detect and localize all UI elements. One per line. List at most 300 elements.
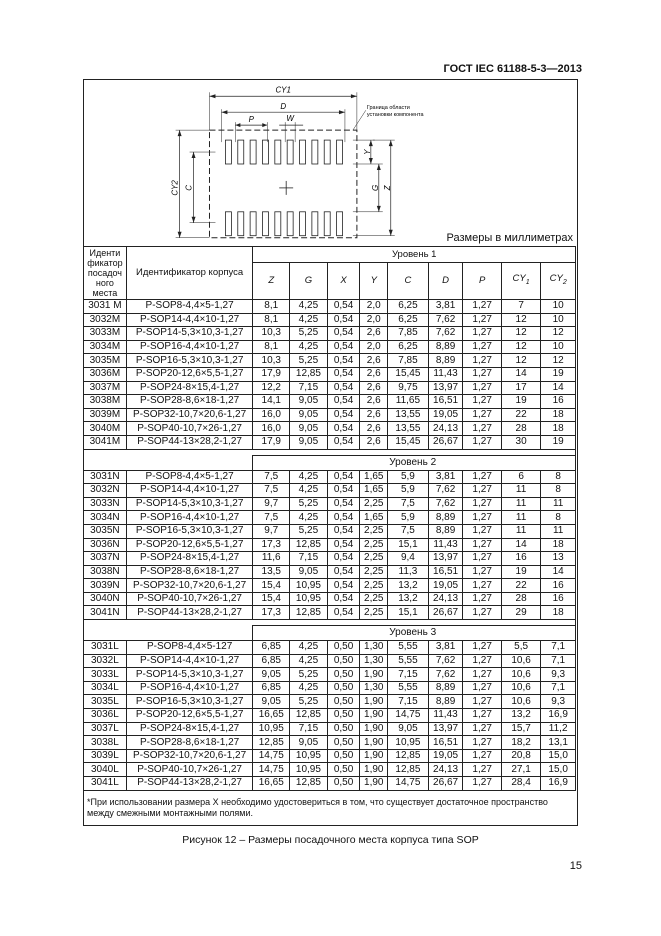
value-cell: 14 xyxy=(541,565,576,579)
value-cell: 0,50 xyxy=(327,668,360,682)
pad-row-bottom xyxy=(225,212,342,236)
value-cell: 0,54 xyxy=(327,538,360,552)
value-cell: 10,95 xyxy=(290,749,328,763)
value-cell: 7,15 xyxy=(388,668,429,682)
value-cell: 19 xyxy=(541,367,576,381)
value-cell: 19,05 xyxy=(428,408,463,422)
land-pad xyxy=(287,140,293,164)
footprint-drawing xyxy=(84,80,577,245)
value-cell: 18,2 xyxy=(501,736,540,750)
value-cell: 2,6 xyxy=(360,367,388,381)
value-cell: 12 xyxy=(501,327,540,341)
value-cell: 7,62 xyxy=(428,484,463,498)
value-cell: 14 xyxy=(541,381,576,395)
value-cell: 5,9 xyxy=(388,484,429,498)
value-cell: 15,45 xyxy=(388,367,429,381)
value-cell: 16,65 xyxy=(253,709,290,723)
value-cell: 9,05 xyxy=(290,565,328,579)
value-cell: 0,54 xyxy=(327,592,360,606)
value-cell: 2,25 xyxy=(360,538,388,552)
value-cell: 8 xyxy=(541,484,576,498)
value-cell: 1,27 xyxy=(463,552,501,566)
value-cell: 1,27 xyxy=(463,313,501,327)
value-cell: 7,5 xyxy=(388,497,429,511)
footprint-id-cell: 3040M xyxy=(84,422,127,436)
value-cell: 1,27 xyxy=(463,668,501,682)
footprint-id-cell: 3031N xyxy=(84,470,127,484)
value-cell: 7,62 xyxy=(428,313,463,327)
value-cell: 11 xyxy=(501,484,540,498)
land-pad xyxy=(225,212,231,236)
value-cell: 8,89 xyxy=(428,524,463,538)
land-pad xyxy=(275,140,281,164)
value-cell: 0,54 xyxy=(327,313,360,327)
table-row xyxy=(84,552,576,566)
value-cell: 26,67 xyxy=(428,777,463,791)
column-header: X xyxy=(327,263,360,300)
value-cell: 7,1 xyxy=(541,641,576,655)
value-cell: 0,50 xyxy=(327,777,360,791)
value-cell: 13,55 xyxy=(388,408,429,422)
value-cell: 9,05 xyxy=(290,408,328,422)
value-cell: 12 xyxy=(541,354,576,368)
header-footprint-id-line: Иденти xyxy=(89,248,121,258)
value-cell: 5,9 xyxy=(388,470,429,484)
value-cell: 11,65 xyxy=(388,395,429,409)
value-cell: 16,51 xyxy=(428,736,463,750)
package-id-cell: P-SOP28-8,6×18-1,27 xyxy=(126,736,253,750)
table-row xyxy=(84,777,576,791)
value-cell: 12,85 xyxy=(253,736,290,750)
value-cell: 2,25 xyxy=(360,565,388,579)
value-cell: 1,27 xyxy=(463,470,501,484)
footprint-id-cell: 3035M xyxy=(84,354,127,368)
value-cell: 2,6 xyxy=(360,395,388,409)
column-header-text: CY xyxy=(512,273,526,285)
value-cell: 19 xyxy=(501,565,540,579)
value-cell: 19 xyxy=(541,435,576,449)
value-cell: 7,62 xyxy=(428,668,463,682)
land-pad xyxy=(262,140,268,164)
table-row xyxy=(84,722,576,736)
value-cell: 0,54 xyxy=(327,340,360,354)
value-cell: 9,05 xyxy=(290,435,328,449)
value-cell: 1,27 xyxy=(463,538,501,552)
value-cell: 1,30 xyxy=(360,654,388,668)
column-header: Y xyxy=(360,263,388,300)
footprint-id-cell: 3040L xyxy=(84,763,127,777)
table-row xyxy=(84,736,576,750)
value-cell: 20,8 xyxy=(501,749,540,763)
value-cell: 1,27 xyxy=(463,497,501,511)
value-cell: 16 xyxy=(541,395,576,409)
value-cell: 2,25 xyxy=(360,592,388,606)
value-cell: 28 xyxy=(501,592,540,606)
value-cell: 1,27 xyxy=(463,524,501,538)
value-cell: 22 xyxy=(501,408,540,422)
footprint-id-cell: 3036L xyxy=(84,709,127,723)
value-cell: 1,27 xyxy=(463,709,501,723)
package-id-cell: P-SOP16-4,4×10-1,27 xyxy=(126,340,253,354)
value-cell: 8 xyxy=(541,511,576,525)
value-cell: 10,95 xyxy=(388,736,429,750)
value-cell: 0,54 xyxy=(327,552,360,566)
table-row xyxy=(84,695,576,709)
value-cell: 13,1 xyxy=(541,736,576,750)
value-cell: 0,50 xyxy=(327,763,360,777)
value-cell: 6,85 xyxy=(253,654,290,668)
value-cell: 1,27 xyxy=(463,367,501,381)
value-cell: 0,54 xyxy=(327,300,360,314)
land-pad xyxy=(238,212,244,236)
column-header xyxy=(501,263,540,300)
value-cell: 9,3 xyxy=(541,695,576,709)
value-cell: 16,9 xyxy=(541,777,576,791)
value-cell: 26,67 xyxy=(428,606,463,620)
package-id-cell: P-SOP8-4,4×5-127 xyxy=(126,641,253,655)
value-cell: 1,90 xyxy=(360,709,388,723)
package-id-cell: P-SOP40-10,7×26-1,27 xyxy=(126,763,253,777)
footprint-id-cell: 3040N xyxy=(84,592,127,606)
header-package-id: Идентификатор корпуса xyxy=(126,247,253,300)
value-cell: 19,05 xyxy=(428,749,463,763)
value-cell: 7,5 xyxy=(253,511,290,525)
value-cell: 13,2 xyxy=(388,592,429,606)
value-cell: 7,5 xyxy=(253,484,290,498)
value-cell: 9,3 xyxy=(541,668,576,682)
value-cell: 0,54 xyxy=(327,381,360,395)
value-cell: 12,85 xyxy=(290,538,328,552)
footprint-id-cell: 3034L xyxy=(84,681,127,695)
land-pad xyxy=(287,212,293,236)
value-cell: 7,85 xyxy=(388,327,429,341)
figure-caption: Рисунок 12 – Размеры посадочного места корпуса типа SOP xyxy=(182,834,479,846)
value-cell: 2,25 xyxy=(360,606,388,620)
footprint-id-cell: 3032M xyxy=(84,313,127,327)
package-id-cell: P-SOP24-8×15,4-1,27 xyxy=(126,722,253,736)
value-cell: 2,6 xyxy=(360,422,388,436)
header-footprint-id-line: посадоч xyxy=(87,268,122,278)
package-id-cell: P-SOP16-5,3×10,3-1,27 xyxy=(126,524,253,538)
package-id-cell: P-SOP20-12,6×5,5-1,27 xyxy=(126,367,253,381)
package-id-cell: P-SOP32-10,7×20,6-1,27 xyxy=(126,749,253,763)
value-cell: 3,81 xyxy=(428,300,463,314)
package-id-cell: P-SOP24-8×15,4-1,27 xyxy=(126,381,253,395)
column-header: Z xyxy=(253,263,290,300)
footprint-id-cell: 3036N xyxy=(84,538,127,552)
value-cell: 2,6 xyxy=(360,381,388,395)
value-cell: 1,27 xyxy=(463,422,501,436)
value-cell: 14 xyxy=(501,538,540,552)
value-cell: 1,27 xyxy=(463,681,501,695)
label-d: D xyxy=(280,102,287,112)
value-cell: 18 xyxy=(541,422,576,436)
table-row xyxy=(84,749,576,763)
footprint-id-cell: 3032N xyxy=(84,484,127,498)
table-row xyxy=(84,408,576,422)
value-cell: 16,0 xyxy=(253,408,290,422)
value-cell: 24,13 xyxy=(428,763,463,777)
table-row xyxy=(84,300,576,314)
value-cell: 16 xyxy=(541,579,576,593)
value-cell: 7,85 xyxy=(388,354,429,368)
level-heading: Уровень 3 xyxy=(253,626,576,641)
value-cell: 11,3 xyxy=(388,565,429,579)
land-pad xyxy=(324,140,330,164)
value-cell: 4,25 xyxy=(290,484,328,498)
footprint-id-cell: 3033M xyxy=(84,327,127,341)
label-g: G xyxy=(370,184,380,191)
value-cell: 12,2 xyxy=(253,381,290,395)
value-cell: 4,25 xyxy=(290,313,328,327)
value-cell: 0,50 xyxy=(327,709,360,723)
value-cell: 1,30 xyxy=(360,681,388,695)
value-cell: 15,1 xyxy=(388,538,429,552)
table-row xyxy=(84,381,576,395)
package-id-cell: P-SOP40-10,7×26-1,27 xyxy=(126,592,253,606)
value-cell: 2,0 xyxy=(360,300,388,314)
note-line-2: установки компонента xyxy=(366,112,424,119)
value-cell: 1,27 xyxy=(463,408,501,422)
table-row xyxy=(84,327,576,341)
value-cell: 12,85 xyxy=(290,367,328,381)
value-cell: 11 xyxy=(501,497,540,511)
note-line-1: Граница области xyxy=(366,105,410,112)
value-cell: 3,81 xyxy=(428,641,463,655)
value-cell: 1,90 xyxy=(360,695,388,709)
value-cell: 5,25 xyxy=(290,327,328,341)
land-pad xyxy=(262,212,268,236)
footprint-id-cell: 3034M xyxy=(84,340,127,354)
column-header: P xyxy=(463,263,501,300)
table-row xyxy=(84,592,576,606)
table-row xyxy=(84,524,576,538)
value-cell: 7,5 xyxy=(253,470,290,484)
value-cell: 28,4 xyxy=(501,777,540,791)
value-cell: 14,75 xyxy=(253,763,290,777)
value-cell: 16 xyxy=(501,552,540,566)
value-cell: 14,75 xyxy=(388,709,429,723)
value-cell: 18 xyxy=(541,606,576,620)
value-cell: 2,6 xyxy=(360,327,388,341)
land-pad xyxy=(337,212,343,236)
package-id-cell: P-SOP16-5,3×10,3-1,27 xyxy=(126,354,253,368)
value-cell: 0,50 xyxy=(327,736,360,750)
value-cell: 2,6 xyxy=(360,408,388,422)
value-cell: 6 xyxy=(501,470,540,484)
value-cell: 13,55 xyxy=(388,422,429,436)
value-cell: 0,50 xyxy=(327,722,360,736)
value-cell: 1,27 xyxy=(463,327,501,341)
value-cell: 2,0 xyxy=(360,340,388,354)
value-cell: 14,75 xyxy=(253,749,290,763)
value-cell: 5,55 xyxy=(388,681,429,695)
footprint-id-cell: 3033N xyxy=(84,497,127,511)
value-cell: 0,54 xyxy=(327,395,360,409)
value-cell: 13,5 xyxy=(253,565,290,579)
value-cell: 12 xyxy=(541,327,576,341)
value-cell: 13,97 xyxy=(428,552,463,566)
value-cell: 9,7 xyxy=(253,524,290,538)
value-cell: 0,54 xyxy=(327,327,360,341)
value-cell: 2,25 xyxy=(360,552,388,566)
header-footprint-id-line: ного xyxy=(95,278,114,288)
value-cell: 1,27 xyxy=(463,641,501,655)
land-pad xyxy=(312,140,318,164)
package-id-cell: P-SOP8-4,4×5-1,27 xyxy=(126,300,253,314)
value-cell: 11,43 xyxy=(428,538,463,552)
value-cell: 1,27 xyxy=(463,736,501,750)
table-row xyxy=(84,367,576,381)
package-id-cell: P-SOP40-10,7×26-1,27 xyxy=(126,422,253,436)
footprint-id-cell: 3033L xyxy=(84,668,127,682)
value-cell: 19 xyxy=(501,395,540,409)
package-id-cell: P-SOP20-12,6×5,5-1,27 xyxy=(126,538,253,552)
value-cell: 13,2 xyxy=(501,709,540,723)
footprint-id-cell: 3035N xyxy=(84,524,127,538)
value-cell: 12,85 xyxy=(290,709,328,723)
value-cell: 0,50 xyxy=(327,681,360,695)
value-cell: 16,9 xyxy=(541,709,576,723)
value-cell: 10 xyxy=(541,300,576,314)
value-cell: 2,6 xyxy=(360,354,388,368)
value-cell: 16,51 xyxy=(428,565,463,579)
value-cell: 12,85 xyxy=(290,777,328,791)
package-id-cell: P-SOP44-13×28,2-1,27 xyxy=(126,435,253,449)
value-cell: 8,89 xyxy=(428,340,463,354)
value-cell: 1,27 xyxy=(463,340,501,354)
value-cell: 0,54 xyxy=(327,354,360,368)
value-cell: 0,54 xyxy=(327,606,360,620)
value-cell: 29 xyxy=(501,606,540,620)
value-cell: 0,50 xyxy=(327,695,360,709)
value-cell: 11,43 xyxy=(428,709,463,723)
value-cell: 7,15 xyxy=(290,722,328,736)
value-cell: 13,97 xyxy=(428,381,463,395)
value-cell: 0,54 xyxy=(327,408,360,422)
column-header: D xyxy=(428,263,463,300)
footprint-id-cell: 3036M xyxy=(84,367,127,381)
value-cell: 1,27 xyxy=(463,511,501,525)
value-cell: 9,05 xyxy=(388,722,429,736)
label-w: W xyxy=(286,114,294,124)
value-cell: 1,90 xyxy=(360,763,388,777)
table-row xyxy=(84,470,576,484)
value-cell: 7,62 xyxy=(428,654,463,668)
value-cell: 0,54 xyxy=(327,497,360,511)
value-cell: 6,25 xyxy=(388,340,429,354)
value-cell: 11,6 xyxy=(253,552,290,566)
label-y: Y xyxy=(362,149,372,155)
value-cell: 7,15 xyxy=(290,381,328,395)
value-cell: 9,05 xyxy=(253,695,290,709)
value-cell: 9,05 xyxy=(290,736,328,750)
table-row xyxy=(84,565,576,579)
value-cell: 9,7 xyxy=(253,497,290,511)
value-cell: 0,54 xyxy=(327,579,360,593)
value-cell: 1,90 xyxy=(360,777,388,791)
document-header: ГОСТ IEC 61188-5-3—2013 xyxy=(443,63,582,75)
value-cell: 1,27 xyxy=(463,395,501,409)
value-cell: 1,27 xyxy=(463,749,501,763)
footprint-id-cell: 3041M xyxy=(84,435,127,449)
dimensions-table xyxy=(83,246,576,791)
footnote: *При использовании размера X необходимо удостовериться в том, что существует достаточное пространство между смежными монтажными полями. xyxy=(87,797,548,818)
value-cell: 8,1 xyxy=(253,313,290,327)
table-row xyxy=(84,668,576,682)
value-cell: 1,27 xyxy=(463,606,501,620)
value-cell: 0,54 xyxy=(327,435,360,449)
value-cell: 10 xyxy=(541,340,576,354)
value-cell: 1,27 xyxy=(463,777,501,791)
value-cell: 6,25 xyxy=(388,313,429,327)
value-cell: 8,89 xyxy=(428,354,463,368)
table-row xyxy=(84,484,576,498)
value-cell: 5,55 xyxy=(388,641,429,655)
value-cell: 7,1 xyxy=(541,654,576,668)
value-cell: 16,51 xyxy=(428,395,463,409)
table-row xyxy=(84,606,576,620)
value-cell: 14 xyxy=(501,367,540,381)
value-cell: 27,1 xyxy=(501,763,540,777)
table-row xyxy=(84,395,576,409)
value-cell: 15,0 xyxy=(541,763,576,777)
footprint-id-cell: 3039M xyxy=(84,408,127,422)
value-cell: 14,1 xyxy=(253,395,290,409)
land-pad xyxy=(250,140,256,164)
land-pad xyxy=(275,212,281,236)
value-cell: 26,67 xyxy=(428,435,463,449)
figure-frame xyxy=(83,79,578,826)
package-id-cell: P-SOP8-4,4×5-1,27 xyxy=(126,470,253,484)
column-header-sub: 1 xyxy=(525,278,530,286)
value-cell: 3,81 xyxy=(428,470,463,484)
table-row xyxy=(84,579,576,593)
value-cell: 0,54 xyxy=(327,524,360,538)
value-cell: 11 xyxy=(501,511,540,525)
table-row xyxy=(84,435,576,449)
value-cell: 1,27 xyxy=(463,722,501,736)
value-cell: 16 xyxy=(541,592,576,606)
value-cell: 0,54 xyxy=(327,367,360,381)
value-cell: 1,27 xyxy=(463,300,501,314)
value-cell: 12,85 xyxy=(388,749,429,763)
value-cell: 10,6 xyxy=(501,668,540,682)
value-cell: 8,1 xyxy=(253,300,290,314)
footprint-id-cell: 3038M xyxy=(84,395,127,409)
land-pad xyxy=(238,140,244,164)
value-cell: 1,27 xyxy=(463,484,501,498)
value-cell: 16,0 xyxy=(253,422,290,436)
label-cy2: CY2 xyxy=(170,180,180,196)
value-cell: 10,95 xyxy=(290,579,328,593)
value-cell: 1,27 xyxy=(463,654,501,668)
value-cell: 15,1 xyxy=(388,606,429,620)
value-cell: 18 xyxy=(541,408,576,422)
value-cell: 15,45 xyxy=(388,435,429,449)
value-cell: 24,13 xyxy=(428,592,463,606)
table-row xyxy=(84,511,576,525)
value-cell: 12 xyxy=(501,354,540,368)
package-id-cell: P-SOP14-4,4×10-1,27 xyxy=(126,484,253,498)
value-cell: 17,3 xyxy=(253,538,290,552)
value-cell: 13 xyxy=(541,552,576,566)
value-cell: 0,54 xyxy=(327,422,360,436)
value-cell: 9,05 xyxy=(290,422,328,436)
value-cell: 0,50 xyxy=(327,749,360,763)
value-cell: 1,27 xyxy=(463,695,501,709)
table-row xyxy=(84,340,576,354)
